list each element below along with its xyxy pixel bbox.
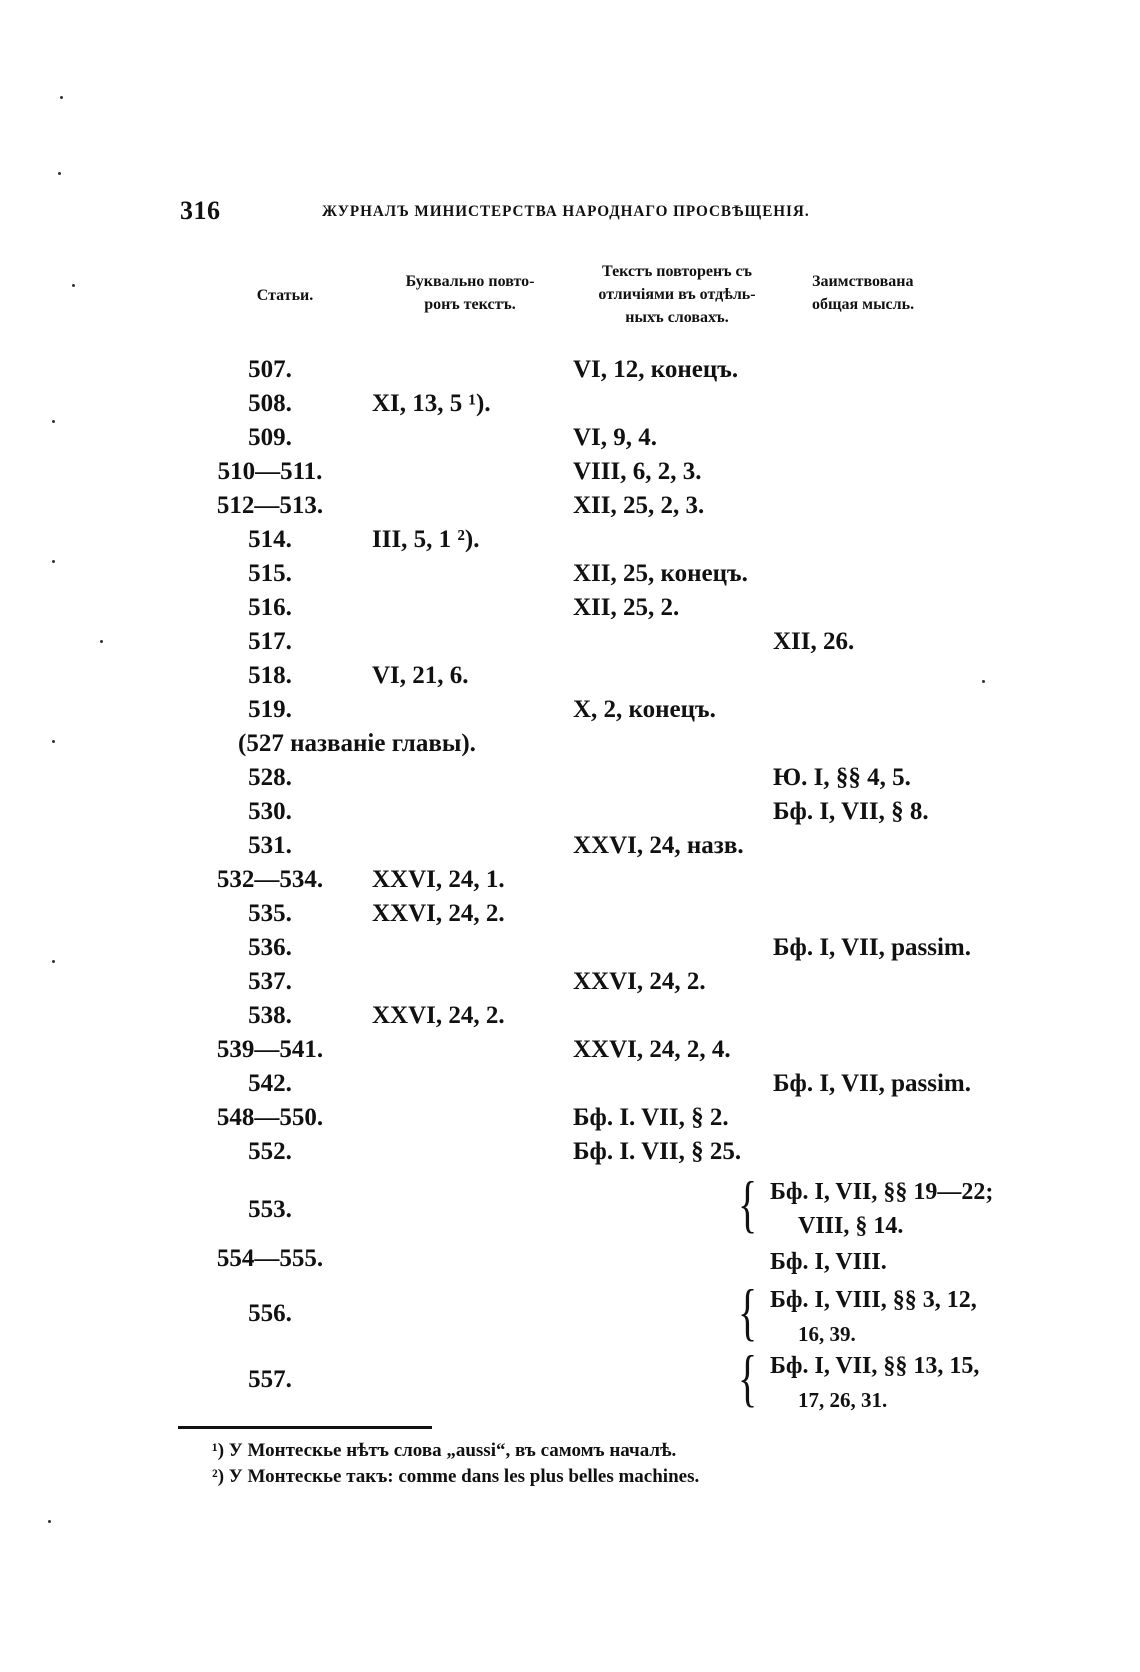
- article-cell: 542.: [248, 1070, 292, 1097]
- variant-cell: XXVI, 24, назв.: [573, 832, 744, 859]
- table-row: [0, 1070, 1140, 1104]
- literal-cell: III, 5, 1 ²).: [372, 526, 480, 553]
- table-row: [0, 560, 1140, 594]
- article-cell: 553.: [248, 1196, 292, 1223]
- table-row: [0, 1104, 1140, 1138]
- curly-brace-icon: {: [738, 1167, 758, 1240]
- table-row: [0, 594, 1140, 628]
- article-cell: 557.: [248, 1366, 292, 1393]
- scan-speck: [100, 640, 103, 643]
- borrowed-cell: Бф. I, VII, passim.: [773, 934, 971, 961]
- article-cell: 519.: [248, 696, 292, 723]
- article-cell: 532—534.: [216, 866, 324, 893]
- article-cell: 515.: [248, 560, 292, 587]
- variant-cell: XII, 25, 2.: [573, 594, 680, 621]
- column-header-literal-line2: ронъ текстъ.: [424, 296, 516, 313]
- article-cell: 552.: [248, 1138, 292, 1165]
- column-header-variant-line2: отличіями въ отдѣль-: [598, 286, 756, 303]
- table-row: [0, 866, 1140, 900]
- table-row: [0, 764, 1140, 798]
- table-row: [0, 492, 1140, 526]
- scan-speck: [52, 420, 55, 423]
- article-cell: 518.: [248, 662, 292, 689]
- borrowed-cell: Бф. I, VII, passim.: [773, 1070, 971, 1097]
- variant-cell: VI, 12, конецъ.: [573, 356, 739, 383]
- article-cell: 510—511.: [217, 458, 323, 485]
- variant-cell: XII, 25, 2, 3.: [573, 492, 705, 519]
- variant-cell: XII, 25, конецъ.: [573, 560, 748, 587]
- variant-cell: VIII, 6, 2, 3.: [573, 458, 702, 485]
- table-row: [0, 1138, 1140, 1172]
- borrowed-cell: Бф. I, VII, § 8.: [773, 798, 929, 825]
- braced-row-article: [0, 1245, 1140, 1279]
- article-cell: (527 названіе главы).: [238, 730, 476, 757]
- borrowed-cell: XII, 26.: [773, 628, 855, 655]
- table-row: [0, 356, 1140, 390]
- table-row: [0, 730, 1140, 764]
- variant-cell: VI, 9, 4.: [573, 424, 658, 451]
- article-cell: 538.: [248, 1002, 292, 1029]
- table-row: [0, 798, 1140, 832]
- braced-entry: [770, 1245, 887, 1279]
- braced-entry: [770, 1175, 993, 1243]
- braced-entry-line1: Бф. I, VII, §§ 13, 15,: [770, 1353, 980, 1379]
- scan-speck: [52, 740, 55, 743]
- braced-entry: [770, 1349, 979, 1417]
- article-cell: 508.: [248, 390, 292, 417]
- running-head: ЖУРНАЛЪ МИНИСТЕРСТВА НАРОДНАГО ПРОСВѢЩЕНІЯ.: [322, 203, 810, 220]
- column-header-variant: [568, 260, 786, 329]
- variant-cell: X, 2, конецъ.: [573, 696, 716, 723]
- article-cell: 539—541.: [216, 1036, 324, 1063]
- column-header-variant-line1: Текстъ повторенъ съ: [602, 263, 752, 280]
- braced-entry-line2: 17, 26, 31.: [798, 1388, 888, 1412]
- table-row: [0, 1036, 1140, 1070]
- braced-entry-line2: 16, 39.: [798, 1322, 856, 1346]
- table-row: [0, 662, 1140, 696]
- article-cell: 517.: [248, 628, 292, 655]
- article-cell: 530.: [248, 798, 292, 825]
- scan-speck: [52, 960, 55, 963]
- table-row: [0, 968, 1140, 1002]
- table-row: [0, 1002, 1140, 1036]
- variant-cell: Бф. I. VII, § 25.: [573, 1138, 742, 1165]
- curly-brace-icon: {: [738, 1341, 758, 1414]
- column-header-literal-line1: Буквально повто-: [405, 273, 535, 290]
- column-header-borrowed: [812, 270, 952, 316]
- scan-speck: [52, 560, 55, 563]
- table-row: [0, 900, 1140, 934]
- footnote: ¹) У Монтескье нѣтъ слова „aussi“, въ самомъ началѣ.: [212, 1440, 677, 1461]
- article-cell: 528.: [248, 764, 292, 791]
- article-cell: 535.: [248, 900, 292, 927]
- column-header-article: [220, 284, 350, 307]
- variant-cell: XXVI, 24, 2, 4.: [573, 1036, 731, 1063]
- literal-cell: XXVI, 24, 2.: [372, 900, 505, 927]
- scan-speck: [72, 284, 75, 287]
- table-row: [0, 424, 1140, 458]
- borrowed-cell: Ю. I, §§ 4, 5.: [773, 764, 911, 791]
- article-cell: 548—550.: [216, 1104, 324, 1131]
- article-cell: 531.: [248, 832, 292, 859]
- braced-entry-line2: VIII, § 14.: [798, 1213, 904, 1239]
- literal-cell: VI, 21, 6.: [372, 662, 469, 689]
- article-cell: 536.: [248, 934, 292, 961]
- article-cell: 556.: [248, 1300, 292, 1327]
- table-row: [0, 696, 1140, 730]
- article-cell: 516.: [248, 594, 292, 621]
- scan-speck: [60, 96, 63, 99]
- table-row: [0, 458, 1140, 492]
- page-number: 316: [180, 196, 221, 225]
- variant-cell: Бф. I. VII, § 2.: [573, 1104, 729, 1131]
- table-row: [0, 628, 1140, 662]
- article-cell: 512—513.: [216, 492, 324, 519]
- table-row: [0, 390, 1140, 424]
- article-cell: 514.: [248, 526, 292, 553]
- literal-cell: XI, 13, 5 ¹).: [372, 390, 491, 417]
- braced-entry-line1: Бф. I, VII, §§ 19—22;: [770, 1179, 994, 1205]
- article-cell: 509.: [248, 424, 292, 451]
- article-cell: 554—555.: [216, 1245, 324, 1272]
- literal-cell: XXVI, 24, 1.: [372, 866, 505, 893]
- braced-entry: [770, 1283, 977, 1351]
- article-cell: 537.: [248, 968, 292, 995]
- column-header-borrowed-line2: общая мысль.: [812, 296, 915, 313]
- scan-speck: [48, 1520, 51, 1523]
- table-row: [0, 934, 1140, 968]
- braced-entry-line1: Бф. I, VIII, §§ 3, 12,: [770, 1287, 977, 1313]
- braced-entry-line1: Бф. I, VIII.: [770, 1249, 887, 1275]
- variant-cell: XXVI, 24, 2.: [573, 968, 706, 995]
- scan-speck: [58, 172, 61, 175]
- article-cell: 507.: [248, 356, 292, 383]
- footnote-rule: [178, 1426, 432, 1429]
- literal-cell: XXVI, 24, 2.: [372, 1002, 505, 1029]
- footnote: ²) У Монтескье такъ: comme dans les plus belles machines.: [212, 1466, 700, 1487]
- column-header-borrowed-line1: Заимствована: [812, 273, 914, 290]
- table-row: [0, 832, 1140, 866]
- column-header-variant-line3: ныхъ словахъ.: [625, 309, 729, 326]
- curly-brace-icon: {: [738, 1275, 758, 1348]
- table-row: [0, 526, 1140, 560]
- scan-speck: [982, 680, 985, 683]
- column-header-literal: [380, 270, 560, 316]
- column-header-article-text: Статьи.: [256, 287, 314, 304]
